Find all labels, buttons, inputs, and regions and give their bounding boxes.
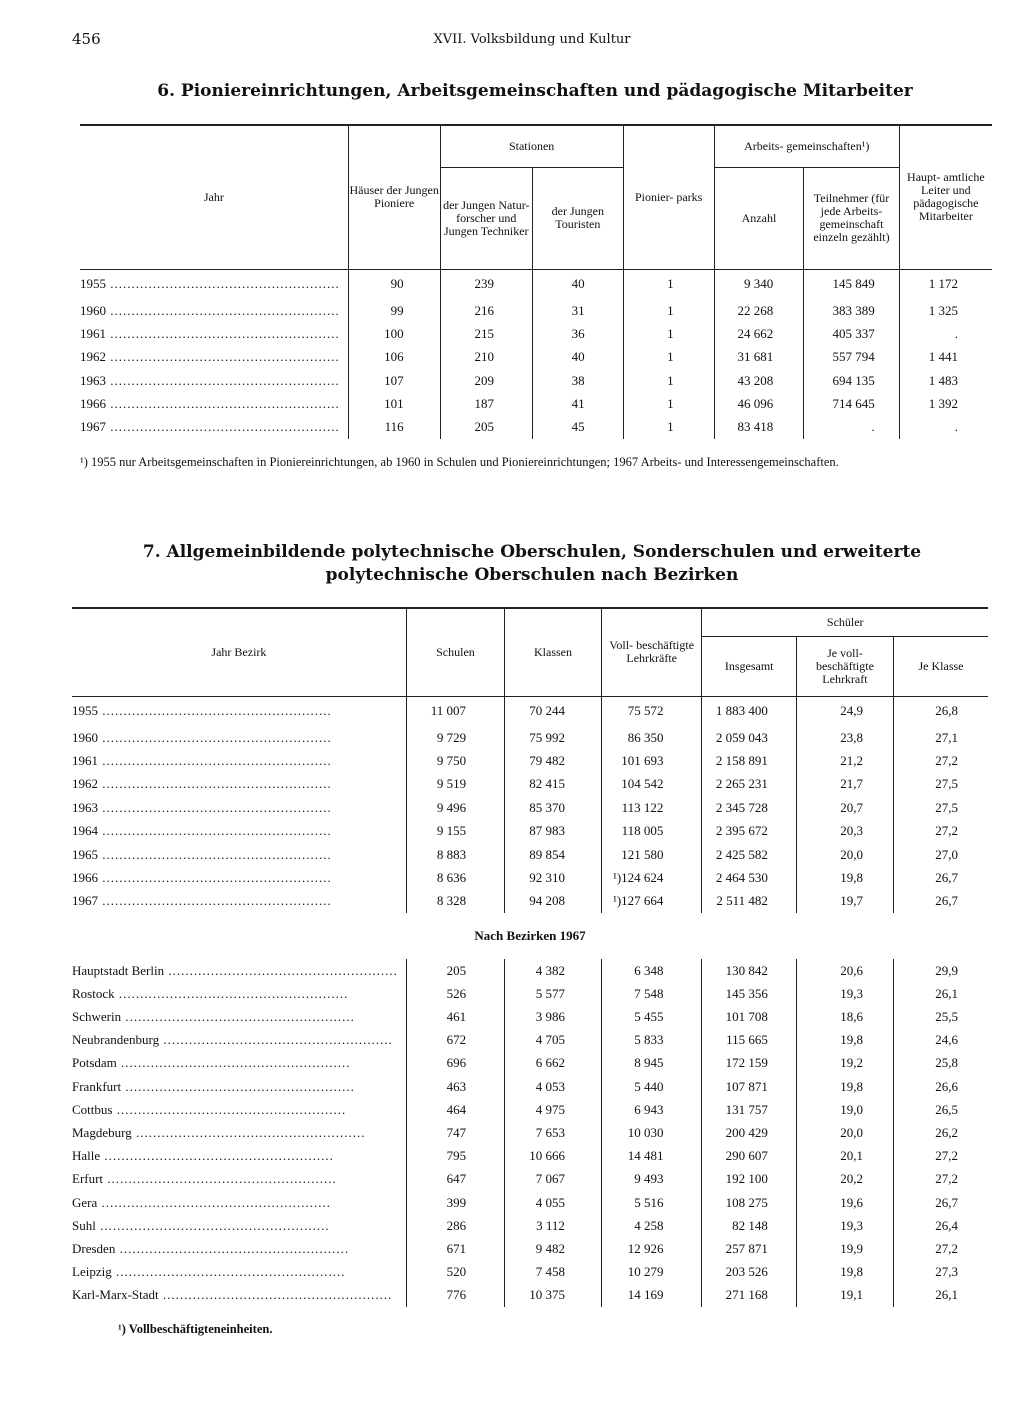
- cell-value: 85 370: [505, 796, 602, 819]
- cell-value: 4 975: [505, 1098, 602, 1121]
- cell-value: 86 350: [601, 726, 702, 749]
- cell-value: 19,0: [796, 1098, 893, 1121]
- cell-value: 107: [348, 369, 440, 392]
- cell-value: 19,3: [796, 1214, 893, 1237]
- cell-value: 187: [440, 392, 532, 415]
- cell-value: 7 548: [601, 982, 702, 1005]
- cell-value: 70 244: [505, 696, 602, 726]
- cell-value: 405 337: [804, 322, 900, 345]
- cell-value: 2 395 672: [702, 820, 796, 843]
- col-pionierparks: Pionier- parks: [623, 125, 714, 269]
- cell-value: 399: [406, 1191, 504, 1214]
- cell-value: 2 511 482: [702, 890, 796, 913]
- cell-value: 10 030: [601, 1121, 702, 1144]
- cell-value: 41: [532, 392, 623, 415]
- cell-value: 696: [406, 1052, 504, 1075]
- cell-value: 192 100: [702, 1168, 796, 1191]
- table-row: [72, 726, 988, 749]
- cell-value: 113 122: [601, 796, 702, 819]
- cell-value: 4 705: [505, 1029, 602, 1052]
- cell-value: 20,7: [796, 796, 893, 819]
- table-row: [80, 322, 992, 345]
- col-teilnehmer: Teilnehmer (für jede Arbeits- gemeinschaft einzeln gezählt): [804, 167, 900, 269]
- col-jahr: Jahr: [203, 189, 224, 204]
- cell-value: .: [804, 415, 900, 438]
- table-row: [72, 820, 988, 843]
- cell-value: 9 340: [714, 269, 804, 299]
- cell-value: 121 580: [601, 843, 702, 866]
- cell-value: 8 328: [406, 890, 504, 913]
- row-label: 1963 .....: [80, 369, 348, 392]
- cell-value: 36: [532, 322, 623, 345]
- cell-value: 10 375: [505, 1284, 602, 1307]
- cell-value: 1: [623, 346, 714, 369]
- cell-value: 130 842: [702, 959, 796, 982]
- cell-value: 205: [440, 415, 532, 438]
- page-number: 456: [72, 30, 101, 48]
- cell-value: 526: [406, 982, 504, 1005]
- cell-value: 383 389: [804, 299, 900, 322]
- cell-value: 24 662: [714, 322, 804, 345]
- table-row: [72, 866, 988, 889]
- cell-value: 145 849: [804, 269, 900, 299]
- cell-value: 12 926: [601, 1237, 702, 1260]
- cell-value: 115 665: [702, 1029, 796, 1052]
- cell-value: 20,0: [796, 843, 893, 866]
- cell-value: 8 945: [601, 1052, 702, 1075]
- table-row: [80, 299, 992, 322]
- row-label: 1955 .....: [80, 269, 348, 299]
- cell-value: 20,3: [796, 820, 893, 843]
- table-row: [72, 843, 988, 866]
- cell-value: 9 493: [601, 1168, 702, 1191]
- table-row: [80, 346, 992, 369]
- cell-value: 14 169: [601, 1284, 702, 1307]
- col-jahr-bezirk: Jahr Bezirk: [211, 644, 267, 659]
- cell-value: ¹)124 624: [601, 866, 702, 889]
- cell-value: 19,9: [796, 1237, 893, 1260]
- cell-value: 714 645: [804, 392, 900, 415]
- cell-value: 5 833: [601, 1029, 702, 1052]
- cell-value: 104 542: [601, 773, 702, 796]
- cell-value: 239: [440, 269, 532, 299]
- row-label: Dresden .....: [72, 1237, 406, 1260]
- cell-value: 8 636: [406, 866, 504, 889]
- row-label: Rostock .....: [72, 982, 406, 1005]
- cell-value: 27,2: [894, 820, 989, 843]
- cell-value: ¹)127 664: [601, 890, 702, 913]
- table-row: [72, 773, 988, 796]
- cell-value: 26,7: [894, 866, 989, 889]
- cell-value: 7 458: [505, 1261, 602, 1284]
- cell-value: 79 482: [505, 749, 602, 772]
- cell-value: 6 348: [601, 959, 702, 982]
- cell-value: 5 516: [601, 1191, 702, 1214]
- cell-value: 26,8: [894, 696, 989, 726]
- cell-value: 671: [406, 1237, 504, 1260]
- cell-value: 2 265 231: [702, 773, 796, 796]
- table-row: [72, 1006, 988, 1029]
- row-label: Leipzig .....: [72, 1261, 406, 1284]
- cell-value: 19,6: [796, 1191, 893, 1214]
- row-label: 1967 .....: [72, 890, 406, 913]
- cell-value: 7 067: [505, 1168, 602, 1191]
- cell-value: 6 662: [505, 1052, 602, 1075]
- cell-value: 108 275: [702, 1191, 796, 1214]
- cell-value: 31: [532, 299, 623, 322]
- table6: [80, 124, 992, 439]
- row-label: Halle .....: [72, 1145, 406, 1168]
- cell-value: 464: [406, 1098, 504, 1121]
- table-row: [80, 415, 992, 438]
- cell-value: 145 356: [702, 982, 796, 1005]
- cell-value: 26,7: [894, 890, 989, 913]
- cell-value: 1: [623, 299, 714, 322]
- cell-value: 40: [532, 269, 623, 299]
- cell-value: 26,1: [894, 982, 989, 1005]
- cell-value: 27,2: [894, 749, 989, 772]
- table-row: [72, 982, 988, 1005]
- cell-value: 19,8: [796, 1029, 893, 1052]
- table-row: [72, 696, 988, 726]
- cell-value: 27,3: [894, 1261, 989, 1284]
- row-label: 1960 .....: [80, 299, 348, 322]
- row-label: Cottbus .....: [72, 1098, 406, 1121]
- cell-value: 672: [406, 1029, 504, 1052]
- table-row: [72, 959, 988, 982]
- cell-value: 1: [623, 392, 714, 415]
- cell-value: 27,2: [894, 1168, 989, 1191]
- row-label: 1955 .....: [72, 696, 406, 726]
- table-row: [72, 796, 988, 819]
- cell-value: 5 577: [505, 982, 602, 1005]
- cell-value: 26,5: [894, 1098, 989, 1121]
- table-row: [72, 1284, 988, 1307]
- cell-value: 87 983: [505, 820, 602, 843]
- cell-value: 29,9: [894, 959, 989, 982]
- cell-value: 20,1: [796, 1145, 893, 1168]
- cell-value: 3 986: [505, 1006, 602, 1029]
- cell-value: 10 279: [601, 1261, 702, 1284]
- cell-value: 795: [406, 1145, 504, 1168]
- cell-value: 9 496: [406, 796, 504, 819]
- cell-value: 257 871: [702, 1237, 796, 1260]
- row-label: Karl-Marx-Stadt .....: [72, 1284, 406, 1307]
- cell-value: 290 607: [702, 1145, 796, 1168]
- cell-value: 101 708: [702, 1006, 796, 1029]
- cell-value: 19,8: [796, 866, 893, 889]
- cell-value: 27,5: [894, 773, 989, 796]
- cell-value: 271 168: [702, 1284, 796, 1307]
- cell-value: 83 418: [714, 415, 804, 438]
- table-row: [80, 392, 992, 415]
- col-hauptamtliche: Haupt- amtliche Leiter und pädagogische Mitarbeiter: [899, 125, 992, 269]
- cell-value: 9 482: [505, 1237, 602, 1260]
- col-anzahl: Anzahl: [714, 167, 804, 269]
- row-label: Neubrandenburg .....: [72, 1029, 406, 1052]
- table7-title-line2: polytechnische Oberschulen nach Bezirken: [325, 565, 739, 585]
- col-haeuser: Häuser der Jungen Pioniere: [348, 125, 440, 269]
- cell-value: 19,3: [796, 982, 893, 1005]
- cell-value: 26,1: [894, 1284, 989, 1307]
- cell-value: 46 096: [714, 392, 804, 415]
- col-stationen: Stationen: [440, 125, 623, 167]
- table7: [72, 607, 988, 1307]
- table-row: [72, 1075, 988, 1098]
- cell-value: 3 112: [505, 1214, 602, 1237]
- cell-value: 216: [440, 299, 532, 322]
- row-label: 1966 .....: [72, 866, 406, 889]
- row-label: Schwerin .....: [72, 1006, 406, 1029]
- cell-value: 5 455: [601, 1006, 702, 1029]
- cell-value: 19,7: [796, 890, 893, 913]
- table-row: [80, 369, 992, 392]
- cell-value: 18,6: [796, 1006, 893, 1029]
- cell-value: 463: [406, 1075, 504, 1098]
- cell-value: 776: [406, 1284, 504, 1307]
- cell-value: 10 666: [505, 1145, 602, 1168]
- cell-value: 9 155: [406, 820, 504, 843]
- cell-value: 647: [406, 1168, 504, 1191]
- cell-value: 89 854: [505, 843, 602, 866]
- row-label: Suhl .....: [72, 1214, 406, 1237]
- cell-value: 24,6: [894, 1029, 989, 1052]
- table7-years-body: [72, 696, 988, 913]
- cell-value: 26,6: [894, 1075, 989, 1098]
- cell-value: 6 943: [601, 1098, 702, 1121]
- row-label: Potsdam .....: [72, 1052, 406, 1075]
- cell-value: 172 159: [702, 1052, 796, 1075]
- row-label: 1962 .....: [80, 346, 348, 369]
- col-klassen: Klassen: [505, 608, 602, 696]
- cell-value: 75 572: [601, 696, 702, 726]
- cell-value: 1 172: [899, 269, 992, 299]
- cell-value: 27,2: [894, 1145, 989, 1168]
- row-label: Gera .....: [72, 1191, 406, 1214]
- cell-value: 8 883: [406, 843, 504, 866]
- cell-value: 209: [440, 369, 532, 392]
- cell-value: 38: [532, 369, 623, 392]
- table7-footnote: ¹) Vollbeschäftigteneinheiten.: [118, 1322, 273, 1336]
- cell-value: 118 005: [601, 820, 702, 843]
- col-arbeitsgemeinschaften: Arbeits- gemeinschaften¹): [714, 125, 899, 167]
- row-label: 1961 .....: [80, 322, 348, 345]
- table-row: [80, 269, 992, 299]
- cell-value: 2 464 530: [702, 866, 796, 889]
- cell-value: 2 425 582: [702, 843, 796, 866]
- cell-value: 25,5: [894, 1006, 989, 1029]
- cell-value: 23,8: [796, 726, 893, 749]
- cell-value: 694 135: [804, 369, 900, 392]
- cell-value: 82 148: [702, 1214, 796, 1237]
- cell-value: 20,6: [796, 959, 893, 982]
- cell-value: 7 653: [505, 1121, 602, 1144]
- table-row: [72, 1029, 988, 1052]
- cell-value: 27,0: [894, 843, 989, 866]
- table-row: [72, 1191, 988, 1214]
- cell-value: 131 757: [702, 1098, 796, 1121]
- cell-value: 100: [348, 322, 440, 345]
- row-label: 1961 .....: [72, 749, 406, 772]
- cell-value: 21,7: [796, 773, 893, 796]
- cell-value: 19,8: [796, 1075, 893, 1098]
- cell-value: 11 007: [406, 696, 504, 726]
- col-je-lehrkraft: Je voll- beschäftigte Lehrkraft: [796, 636, 893, 696]
- col-schulen: Schulen: [406, 608, 504, 696]
- cell-value: 1: [623, 322, 714, 345]
- cell-value: 20,0: [796, 1121, 893, 1144]
- cell-value: 106: [348, 346, 440, 369]
- table-row: [72, 1145, 988, 1168]
- cell-value: 20,2: [796, 1168, 893, 1191]
- table-row: [72, 1261, 988, 1284]
- cell-value: 82 415: [505, 773, 602, 796]
- cell-value: 4 055: [505, 1191, 602, 1214]
- row-label: Frankfurt .....: [72, 1075, 406, 1098]
- cell-value: 747: [406, 1121, 504, 1144]
- cell-value: 4 053: [505, 1075, 602, 1098]
- table-row: [72, 1052, 988, 1075]
- cell-value: .: [899, 415, 992, 438]
- cell-value: 9 519: [406, 773, 504, 796]
- cell-value: 1 483: [899, 369, 992, 392]
- col-schueler: Schüler: [702, 608, 988, 636]
- row-label: 1962 .....: [72, 773, 406, 796]
- table-row: [72, 890, 988, 913]
- running-title: XVII. Volksbildung und Kultur: [433, 32, 631, 47]
- cell-value: 19,1: [796, 1284, 893, 1307]
- table-row: [72, 1121, 988, 1144]
- cell-value: 25,8: [894, 1052, 989, 1075]
- row-label: 1963 .....: [72, 796, 406, 819]
- table-row: [72, 1168, 988, 1191]
- row-label: 1960 .....: [72, 726, 406, 749]
- cell-value: 90: [348, 269, 440, 299]
- table6-body: [80, 269, 992, 439]
- row-label: Erfurt .....: [72, 1168, 406, 1191]
- row-label: 1965 .....: [72, 843, 406, 866]
- cell-value: 19,2: [796, 1052, 893, 1075]
- section-label: Nach Bezirken 1967: [474, 928, 586, 944]
- cell-value: 1 325: [899, 299, 992, 322]
- cell-value: 203 526: [702, 1261, 796, 1284]
- cell-value: 94 208: [505, 890, 602, 913]
- cell-value: 1: [623, 269, 714, 299]
- cell-value: 5 440: [601, 1075, 702, 1098]
- cell-value: 9 729: [406, 726, 504, 749]
- cell-value: 1: [623, 415, 714, 438]
- cell-value: 1: [623, 369, 714, 392]
- cell-value: 461: [406, 1006, 504, 1029]
- cell-value: 520: [406, 1261, 504, 1284]
- cell-value: 101: [348, 392, 440, 415]
- cell-value: 99: [348, 299, 440, 322]
- cell-value: 22 268: [714, 299, 804, 322]
- cell-value: 1 441: [899, 346, 992, 369]
- cell-value: 31 681: [714, 346, 804, 369]
- cell-value: 26,2: [894, 1121, 989, 1144]
- cell-value: 26,7: [894, 1191, 989, 1214]
- col-insgesamt: Insgesamt: [702, 636, 796, 696]
- cell-value: 2 158 891: [702, 749, 796, 772]
- table-row: [72, 1098, 988, 1121]
- row-label: Magdeburg .....: [72, 1121, 406, 1144]
- row-label: Hauptstadt Berlin .....: [72, 959, 406, 982]
- col-naturforscher: der Jungen Natur- forscher und Jungen Techniker: [440, 167, 532, 269]
- cell-value: 14 481: [601, 1145, 702, 1168]
- cell-value: .: [899, 322, 992, 345]
- cell-value: 24,9: [796, 696, 893, 726]
- cell-value: 107 871: [702, 1075, 796, 1098]
- cell-value: 1 883 400: [702, 696, 796, 726]
- table-row: [72, 1237, 988, 1260]
- cell-value: 75 992: [505, 726, 602, 749]
- row-label: 1966 .....: [80, 392, 348, 415]
- cell-value: 27,1: [894, 726, 989, 749]
- cell-value: 116: [348, 415, 440, 438]
- cell-value: 45: [532, 415, 623, 438]
- cell-value: 19,8: [796, 1261, 893, 1284]
- col-touristen: der Jungen Touristen: [532, 167, 623, 269]
- cell-value: 92 310: [505, 866, 602, 889]
- cell-value: 27,2: [894, 1237, 989, 1260]
- cell-value: 200 429: [702, 1121, 796, 1144]
- table6-title: 6. Pioniereinrichtungen, Arbeitsgemeinschaften und pädagogische Mitarbeiter: [157, 81, 913, 101]
- table6-footnote: ¹) 1955 nur Arbeitsgemeinschaften in Pioniereinrichtungen, ab 1960 in Schulen und Pioniereinrichtungen; 1967 Arbeits- und Interessengemeinschaften.: [80, 455, 839, 469]
- cell-value: 26,4: [894, 1214, 989, 1237]
- cell-value: 4 258: [601, 1214, 702, 1237]
- col-lehrkraefte: Voll- beschäftigte Lehrkräfte: [601, 608, 702, 696]
- table7-title-line1: 7. Allgemeinbildende polytechnische Oberschulen, Sonderschulen und erweiterte: [142, 542, 922, 562]
- table-row: [72, 1214, 988, 1237]
- cell-value: 101 693: [601, 749, 702, 772]
- cell-value: 557 794: [804, 346, 900, 369]
- cell-value: 21,2: [796, 749, 893, 772]
- cell-value: 286: [406, 1214, 504, 1237]
- cell-value: 9 750: [406, 749, 504, 772]
- cell-value: 215: [440, 322, 532, 345]
- table7-bezirke-body: [72, 959, 988, 1307]
- table-row: [72, 749, 988, 772]
- row-label: 1967 .....: [80, 415, 348, 438]
- col-je-klasse: Je Klasse: [894, 636, 989, 696]
- cell-value: 40: [532, 346, 623, 369]
- page-header: [72, 30, 992, 52]
- cell-value: 2 059 043: [702, 726, 796, 749]
- cell-value: 210: [440, 346, 532, 369]
- row-label: 1964 .....: [72, 820, 406, 843]
- cell-value: 27,5: [894, 796, 989, 819]
- cell-value: 205: [406, 959, 504, 982]
- cell-value: 4 382: [505, 959, 602, 982]
- cell-value: 1 392: [899, 392, 992, 415]
- cell-value: 2 345 728: [702, 796, 796, 819]
- cell-value: 43 208: [714, 369, 804, 392]
